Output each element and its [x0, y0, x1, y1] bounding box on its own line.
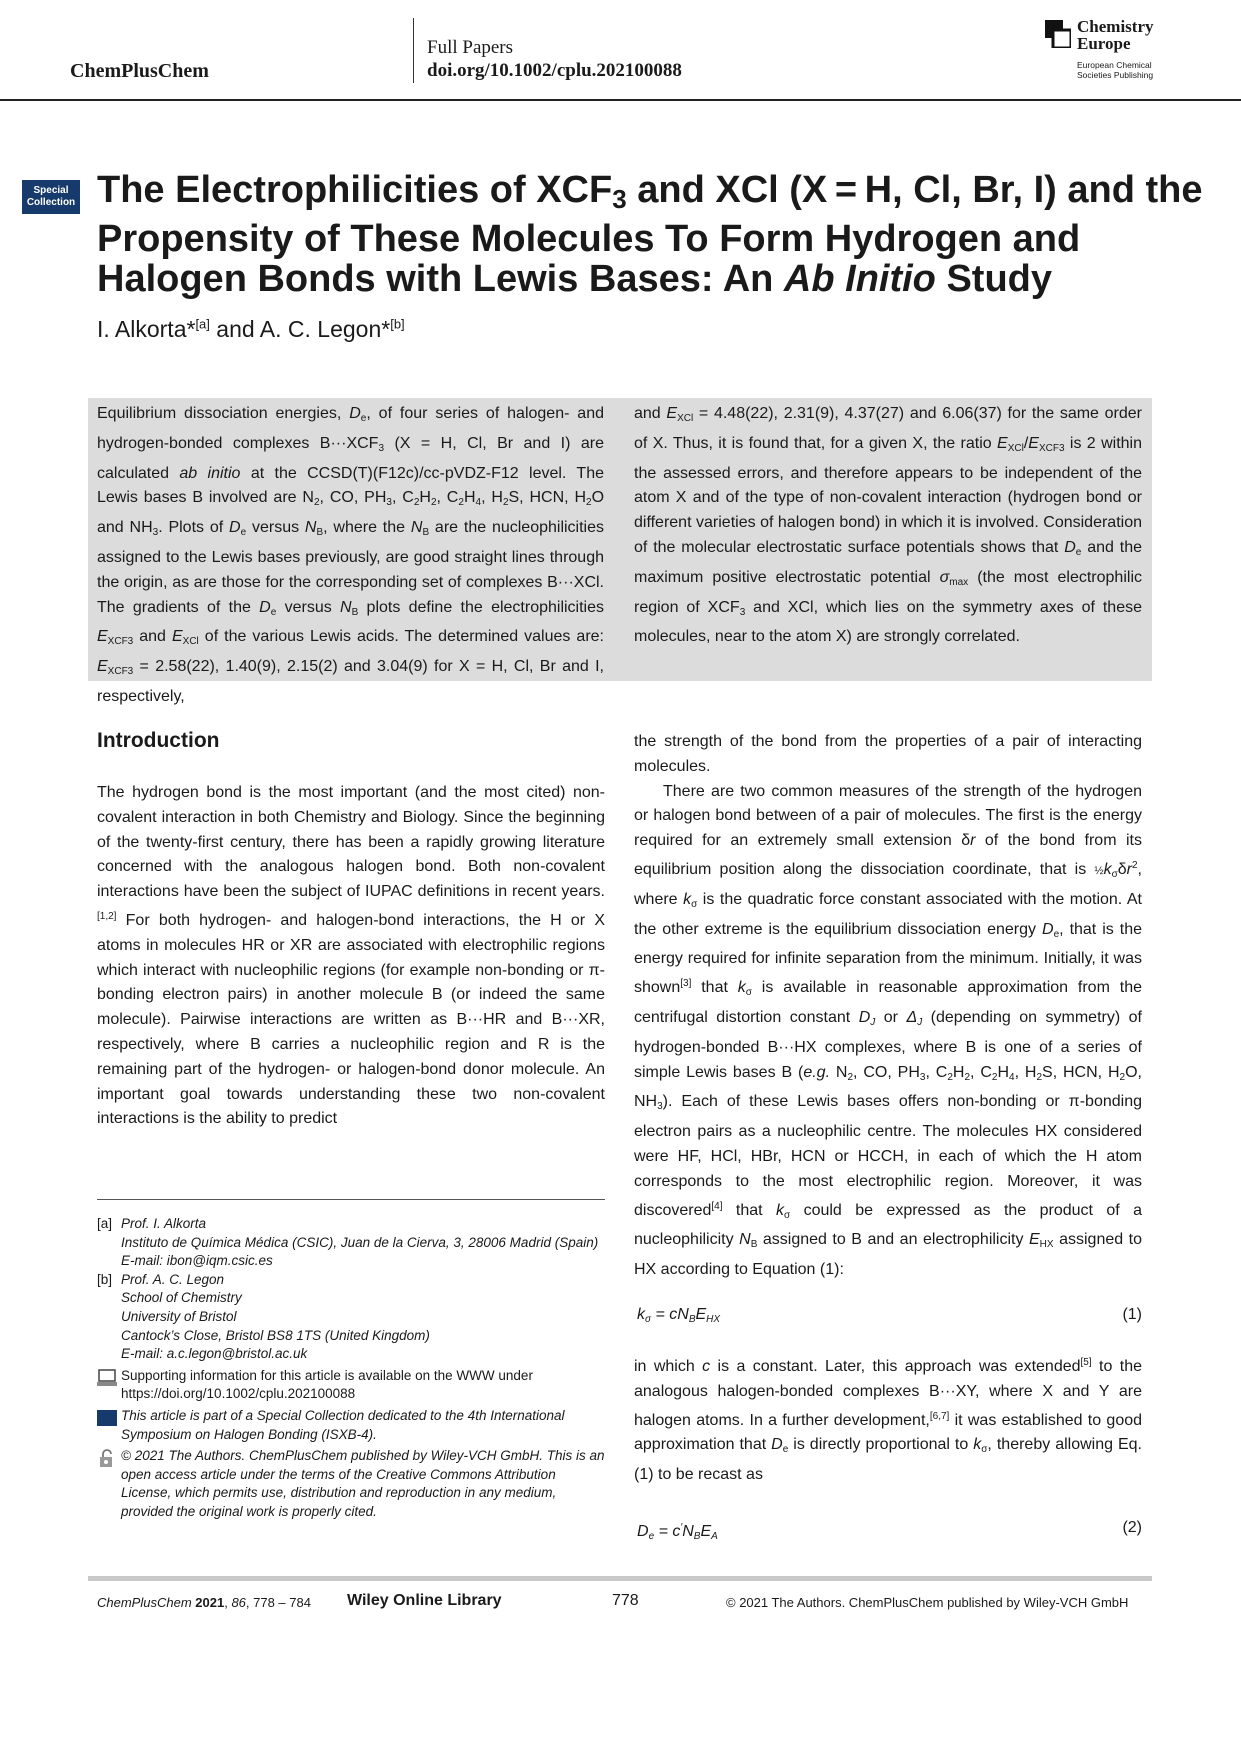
computer-icon — [97, 1369, 117, 1387]
affiliation-email[interactable]: E-mail: a.c.legon@bristol.ac.uk — [121, 1346, 308, 1362]
footer-pages: , 778 – 784 — [245, 1595, 311, 1610]
badge-line: Collection — [26, 197, 76, 208]
article-title — [97, 170, 1207, 299]
license-text: © 2021 The Authors. ChemPlusChem published by Wiley-VCH GmbH. This is an open access article under the terms of the Creative Commons Attribution License, which permits use, distribution and reproduction in any medium, provided the original work is properly cited. — [121, 1448, 605, 1519]
footnote-rule — [97, 1199, 605, 1200]
abstract-box — [88, 398, 1152, 705]
affiliation-a — [97, 1215, 605, 1271]
body-text-right — [634, 730, 1142, 1564]
author-separator: and — [209, 316, 260, 342]
special-collection-icon — [97, 1409, 117, 1427]
abstract-text-left: Equilibrium dissociation energies, De, of four series of halogen- and hydrogen-bonded complexes B···XCF3 (X = H, Cl, Br and I) are calculated ab initio at the CCSD(T)(F12c)/cc-pVDZ-F12 level. The Lewis bases B involved are N2, CO, PH3, C2H2, C2H4, H2S, HCN, H2O and NH3. Plots of De versus NB, where the NB are the nucleophilicities assigned to the Lewis bases previously, are good straight lines through the origin, as are those for the corresponding set of complexes B···XCl. The gradients of the De versus NB plots define the electrophilicities EXCF3 and EXCl of the various Lewis acids. The determined values are: EXCF3 = 2.58(22), 1.40(9), 2.15(2) and 3.04(9) for X = H, Cl, Br and I, respectively, — [97, 405, 605, 705]
paragraph: in which c is a constant. Later, this approach was extended[5] to the analogous halogen-bonded complexes B···XY, where X and Y are halogen atoms. In a further development,[6,7] it was established to good approximation that De is directly proportional to kσ, thereby allowing Eq. (1) to be recast as — [634, 1356, 1143, 1484]
footer-copyright: © 2021 The Authors. ChemPlusChem published by Wiley-VCH GmbH — [726, 1595, 1129, 1610]
chemistry-europe-logo — [1045, 18, 1180, 80]
footer-journal: ChemPlusChem — [97, 1595, 192, 1610]
badge-line: Special — [33, 185, 69, 196]
wiley-online-library-link[interactable]: Wiley Online Library — [347, 1592, 502, 1609]
special-collection-badge — [22, 180, 80, 214]
supporting-info-text[interactable]: Supporting information for this article is available on the WWW under https://doi.org/10.1002/cplu.202100088 — [121, 1367, 533, 1402]
affiliation-address: University of Bristol — [121, 1308, 237, 1324]
title-italic: Ab Initio — [783, 258, 936, 300]
doi-link[interactable]: doi.org/10.1002/cplu.202100088 — [427, 60, 682, 81]
special-collection-text: This article is part of a Special Collection dedicated to the 4th International Symposium on Halogen Bonding (ISXB-4). — [121, 1407, 565, 1442]
header-rule — [0, 99, 1241, 101]
equation-2 — [634, 1516, 1142, 1544]
logo-text-chemistry: Chemistry — [1077, 17, 1154, 36]
title-text: Study — [935, 258, 1053, 300]
affiliation-marker: [b] — [390, 316, 405, 332]
paragraph: the strength of the bond from the properties of a pair of interacting molecules. — [634, 733, 1142, 775]
affiliation-email[interactable]: E-mail: ibon@iqm.csic.es — [121, 1253, 273, 1269]
logo-text-europe: Europe — [1077, 34, 1131, 53]
footnote-label: [b] — [97, 1271, 113, 1287]
footer-year: 2021 — [195, 1595, 225, 1610]
affiliation-name: Prof. A. C. Legon — [121, 1271, 225, 1287]
affiliation-marker: [a] — [195, 316, 210, 332]
abstract-text-right: and EXCl = 4.48(22), 2.31(9), 4.37(27) and 6.06(37) for the same order of X. Thus, it is found that, for a given X, the ratio EXCl/EXCF3 is 2 within the assessed errors, and therefore appears to be independent of the atom X and of the type of non-covalent interaction (hydrogen bond or different varieties of halogen bond) in which it is involved. Consideration of the molecular electrostatic surface potentials shows that De and the maximum positive electrostatic potential σmax (the most electrophilic region of XCF3 and XCl, which lies on the symmetry axes of these molecules, near to the atom X) are strongly correlated. — [634, 405, 1143, 646]
author-name: A. C. Legon* — [259, 316, 391, 342]
page-number: 778 — [612, 1592, 639, 1609]
header-divider — [413, 18, 414, 83]
affiliation-address: Instituto de Química Médica (CSIC), Juan de la Cierva, 3, 28006 Madrid (Spain) — [121, 1234, 599, 1250]
title-text: The Electrophilicities of XCF — [97, 169, 613, 211]
footer-citation: ChemPlusChem 2021, 86, 778 – 784 — [97, 1595, 311, 1610]
footer-volume: 86 — [231, 1595, 246, 1610]
author-list — [97, 316, 405, 343]
affiliation-b — [97, 1271, 605, 1364]
title-subscript: 3 — [612, 184, 627, 214]
equation-1 — [634, 1303, 1142, 1331]
logo-mark-icon — [1045, 20, 1071, 48]
license-note — [97, 1447, 605, 1521]
logo-subtext: European Chemical — [1077, 60, 1152, 70]
open-access-lock-icon — [97, 1449, 117, 1467]
footer-rule — [88, 1576, 1152, 1581]
logo-subtext: Societies Publishing — [1077, 70, 1154, 80]
equation-expression: kσ = cNBEHX — [637, 1305, 721, 1325]
footnote-label: [a] — [97, 1216, 113, 1231]
title-text: and XCl (X = H, Cl, Br, I) and the Propensity of These Molecules To Form Hydrogen and Halogen Bonds with Lewis Bases: An — [97, 169, 1203, 300]
section-label: Full Papers — [427, 37, 514, 58]
footnotes — [97, 1215, 605, 1522]
affiliation-address: Cantock’s Close, Bristol BS8 1TS (United Kingdom) — [121, 1327, 430, 1343]
body-text-left: The hydrogen bond is the most important (and the most cited) non-covalent interaction in both Chemistry and Biology. Since the beginning of the twenty-first century, there has been a rapidly growing literature concerned with the analogous halogen bond. Both non-covalent interactions have been the subject of IUPAC definitions in recent years.[1,2] For both hydrogen- and halogen-bond interactions, the H or X atoms in molecules HR or XR are associated with electrophilic regions which interact with nucleophilic regions (for example non-bonding or π-bonding electron pairs) in another molecule B (or indeed the same molecule). Pairwise interactions are written as B···HR and B···XR, respectively, where B carries a nucleophilic region and R is the remaining part of the hydrogen- or halogen-bond donor molecule. An important goal towards understanding these two non-covalent interactions is the ability to predict — [97, 784, 605, 1128]
equation-number: (1) — [1122, 1305, 1142, 1323]
paragraph: There are two common measures of the strength of the hydrogen or halogen bond between of a pair of molecules. The first is the energy required for an extremely small extension δr of the bond from its equilibrium position along the dissociation coordinate, that is ½kσδr$^2$, where kσ is the quadratic force constant associated with the motion. At the other extreme is the equilibrium dissociation energy De, that is the energy required for infinite separation from the minimum. Initially, it was shown[3] that kσ is available in reasonable approximation from the centrifugal distortion constant DJ or ΔJ (depending on symmetry) of hydrogen-bonded B···HX complexes, where B is one of a series of simple Lewis bases B (e.g. N2, CO, PH3, C2H2, C2H4, H2S, HCN, H2O, NH3). Each of these Lewis bases offers non-bonding or π-bonding electron pairs as a nucleophilic centre. The molecules HX considered were HF, HCl, HBr, HCN or HCCH, in each of which the H atom corresponds to the most electrophilic region. Moreover, it was discovered[4] that kσ could be expressed as the product of a nucleophilicity NB assigned to B and an electrophilicity EHX assigned to HX according to Equation (1): — [634, 782, 1143, 1279]
section-heading: Introduction — [97, 729, 220, 752]
equation-expression: De = c′NBEA — [637, 1521, 718, 1542]
equation-number: (2) — [1122, 1518, 1142, 1536]
affiliation-name: Prof. I. Alkorta — [121, 1216, 207, 1231]
special-collection-note — [97, 1407, 605, 1444]
journal-name: ChemPlusChem — [70, 60, 209, 82]
affiliation-address: School of Chemistry — [121, 1290, 242, 1306]
supporting-info-note — [97, 1367, 605, 1404]
author-name: I. Alkorta* — [97, 316, 196, 342]
